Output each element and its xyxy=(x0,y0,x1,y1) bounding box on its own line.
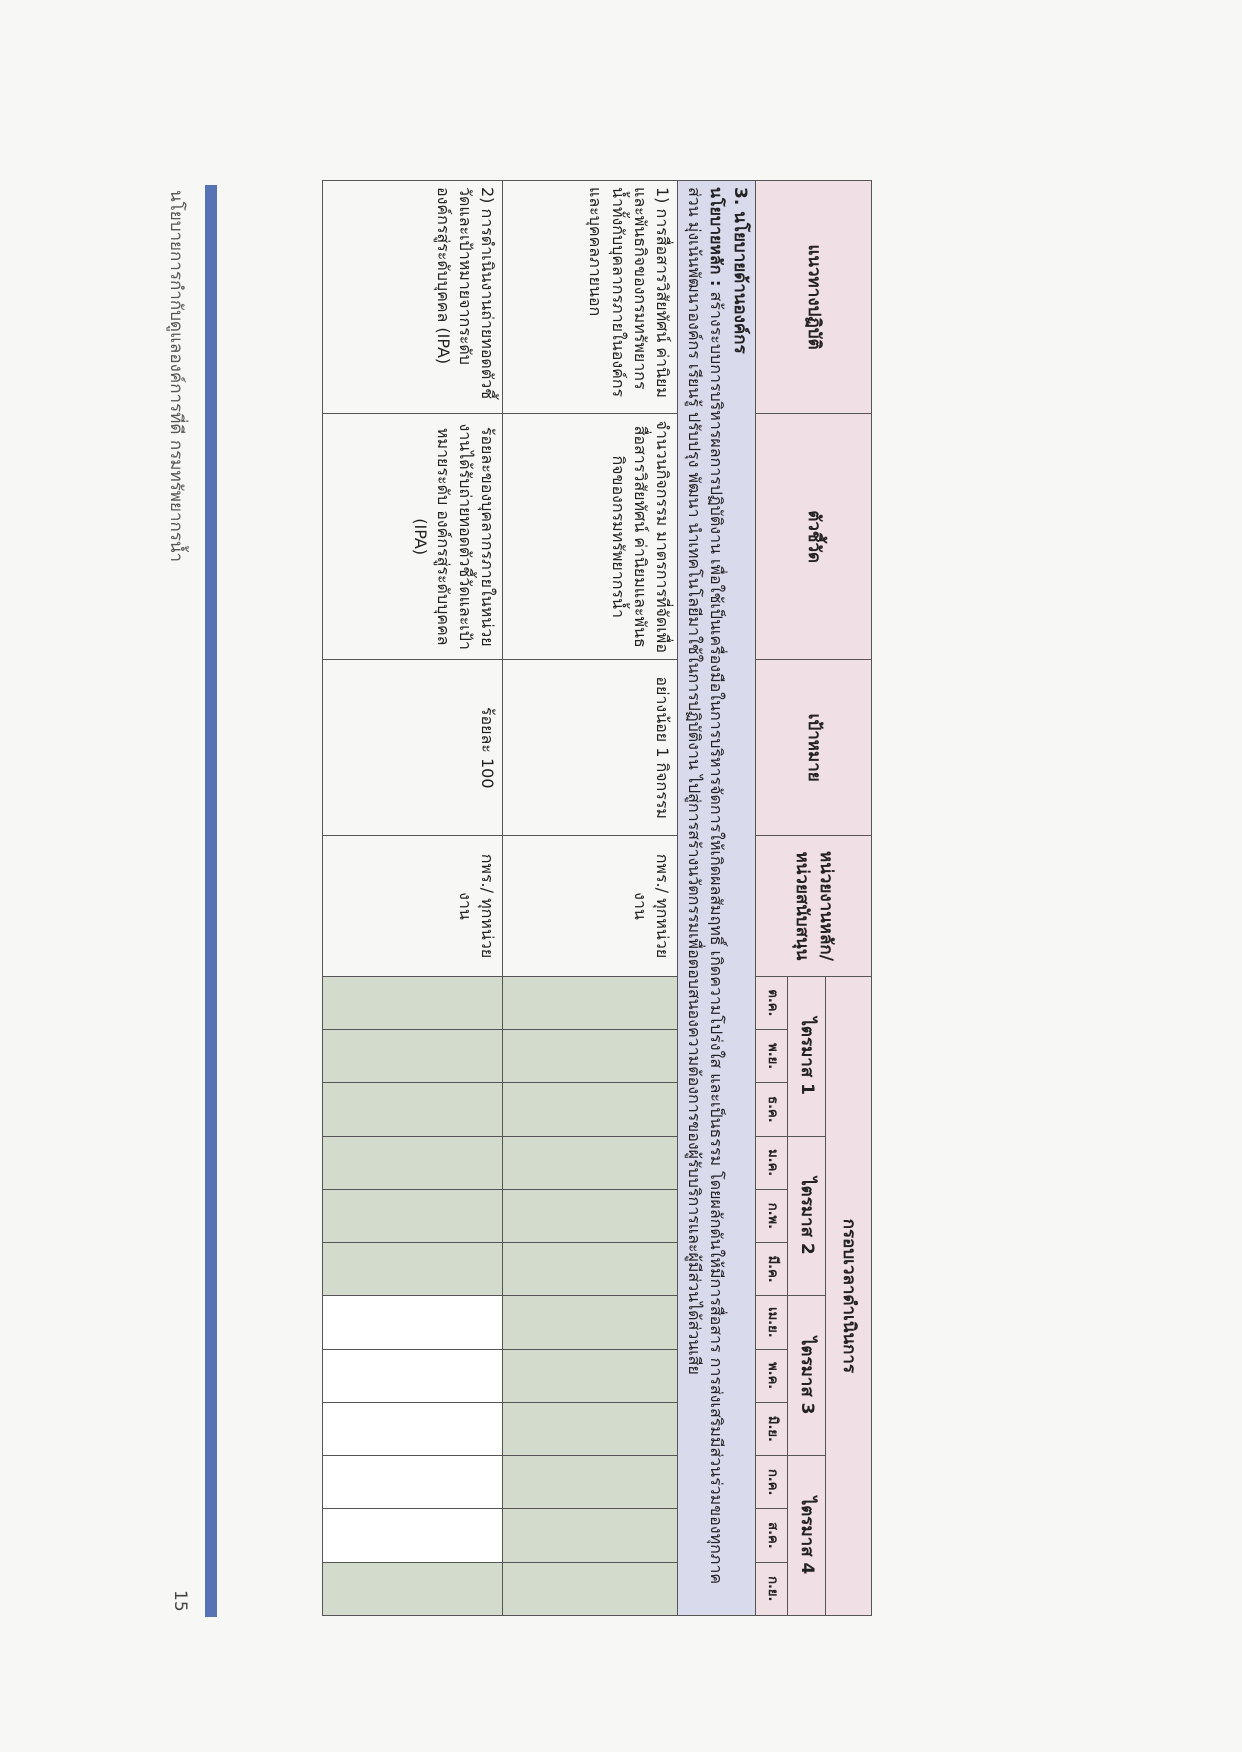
row-indicator: ร้อยละของบุคลากรภายในหน่วยงานได้รับถ่ายทอดตัวชี้วัดและเป้าหมายระดับ องค์กรสู่ระดับบุคคล (IPA) xyxy=(323,414,503,660)
month-cell xyxy=(503,1562,678,1615)
header-quarter-1: ไตรมาส 1 xyxy=(788,976,826,1136)
header-month: เม.ย. xyxy=(756,1296,788,1349)
month-cell xyxy=(503,1456,678,1509)
month-cell xyxy=(503,1296,678,1349)
month-cell xyxy=(323,1136,503,1189)
action-plan-table xyxy=(322,180,872,1616)
month-cell xyxy=(503,976,678,1029)
header-guideline: แนวทางปฏิบัติ xyxy=(756,181,872,414)
header-month: ก.ค. xyxy=(756,1456,788,1509)
row-unit: กพร./ ทุกหน่วยงาน xyxy=(503,836,678,977)
month-cell xyxy=(323,1402,503,1455)
month-cell xyxy=(323,1189,503,1242)
month-cell xyxy=(323,976,503,1029)
section-policy xyxy=(682,187,727,1609)
header-month: มี.ค. xyxy=(756,1243,788,1296)
header-quarter-2: ไตรมาส 2 xyxy=(788,1136,826,1296)
policy-text: สร้างระบบการบริหารผลการปฏิบัติงาน เพื่อใช้เป็นเครื่องมือในการบริหารจัดการให้เกิดผลสัมฤทธิ์ เกิดความโปร่งใส และเป็นธรรม โดยผลักดันให้มีการสื่อสาร การส่งเสริมมีส่วนร่วมของทุกภาคส่วน มุ่งเน้นพัฒนาองค์กร เรียนรู้ ปรับปรุง พัฒนา นำเทคโนโลยีมาใช้ในการปฏิบัติงาน ไปสู่การสร้างนวัตกรรมเพื่อตอบสนองความต้องการของผู้รับบริการและผู้มีส่วนได้ส่วนเสีย xyxy=(684,187,727,1585)
header-quarter-4: ไตรมาส 4 xyxy=(788,1456,826,1616)
table-row xyxy=(503,181,678,1616)
header-month: พ.ย. xyxy=(756,1030,788,1083)
row-guideline: 1) การสื่อสารวิสัยทัศน์ ค่านิยมและพันธกิจของกรมทรัพยากรน้ำทั้งกับบุคลากรภายในองค์กรและบุคคลภายนอก xyxy=(503,181,678,414)
month-cell xyxy=(323,1296,503,1349)
month-cell xyxy=(503,1243,678,1296)
month-cell xyxy=(323,1243,503,1296)
header-indicator: ตัวชี้วัด xyxy=(756,414,872,660)
section-cell xyxy=(678,181,756,1616)
month-cell xyxy=(503,1083,678,1136)
header-month: พ.ค. xyxy=(756,1349,788,1402)
header-month: ส.ค. xyxy=(756,1509,788,1562)
month-cell xyxy=(503,1030,678,1083)
header-month: ก.พ. xyxy=(756,1189,788,1242)
month-cell xyxy=(323,1509,503,1562)
policy-label: นโยบายหลัก : xyxy=(707,187,727,287)
month-cell xyxy=(323,1562,503,1615)
row-target: ร้อยละ 100 xyxy=(323,660,503,836)
month-cell xyxy=(503,1136,678,1189)
month-cell xyxy=(323,1030,503,1083)
row-indicator: จำนวนกิจกรรม มาตรการที่จัดเพื่อสื่อสารวิสัยทัศน์ ค่านิยมและพันธกิจของกรมทรัพยากรน้ำ xyxy=(503,414,678,660)
table-row xyxy=(323,181,503,1616)
month-cell xyxy=(503,1189,678,1242)
header-month: ต.ค. xyxy=(756,976,788,1029)
header-timeline: กรอบเวลาดำเนินการ xyxy=(826,976,872,1615)
row-target: อย่างน้อย 1 กิจกรรม xyxy=(503,660,678,836)
month-cell xyxy=(323,1349,503,1402)
section-title: 3. นโยบายด้านองค์กร xyxy=(730,187,750,354)
month-cell xyxy=(503,1509,678,1562)
month-cell xyxy=(503,1349,678,1402)
section-row xyxy=(678,181,756,1616)
row-guideline: 2) การดำเนินงานถ่ายทอดตัวชี้วัดและเป้าหมายจากระดับองค์กรสู่ระดับบุคคล (IPA) xyxy=(323,181,503,414)
header-target: เป้าหมาย xyxy=(756,660,872,836)
header-month: มิ.ย. xyxy=(756,1402,788,1455)
page-number: 15 xyxy=(170,1590,190,1612)
row-unit: กพร./ ทุกหน่วยงาน xyxy=(323,836,503,977)
header-month: ธ.ค. xyxy=(756,1083,788,1136)
header-month: ม.ค. xyxy=(756,1136,788,1189)
header-unit: หน่วยงานหลัก/ หน่วยสนับสนุน xyxy=(756,836,872,977)
month-cell xyxy=(503,1402,678,1455)
header-quarter-3: ไตรมาส 3 xyxy=(788,1296,826,1456)
footer-divider xyxy=(205,185,217,1617)
month-cell xyxy=(323,1456,503,1509)
header-month: ก.ย. xyxy=(756,1562,788,1615)
month-cell xyxy=(323,1083,503,1136)
footer-title: นโยบายการกำกับดูแลองค์การที่ดี กรมทรัพยากรน้ำ xyxy=(166,190,186,563)
